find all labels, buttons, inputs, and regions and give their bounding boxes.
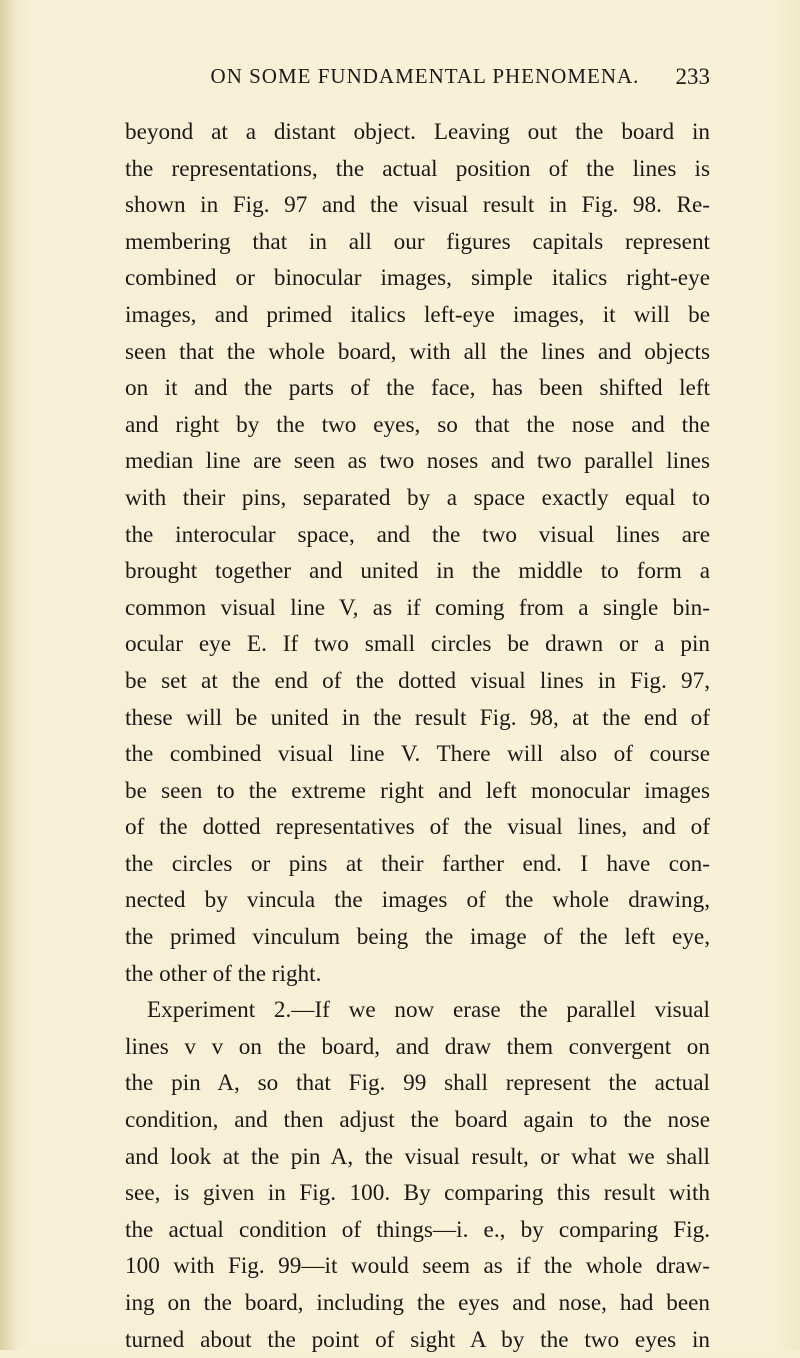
text-line: ocular eye E. If two small circles be drawn or a pin <box>125 631 710 658</box>
text-line: of the dotted representatives of the visual lines, and of <box>125 814 710 841</box>
body-text <box>125 114 710 1358</box>
running-head <box>140 64 710 94</box>
text-line: condition, and then adjust the board again to the nose <box>125 1107 710 1134</box>
text-line: the actual condition of things—i. e., by comparing Fig. <box>125 1216 710 1243</box>
text-line: the interocular space, and the two visual lines are <box>125 521 710 548</box>
text-line: brought together and united in the middle to form a <box>125 558 710 585</box>
text-line: with their pins, separated by a space exactly equal to <box>125 484 710 511</box>
text-line: the pin A, so that Fig. 99 shall represent the actual <box>125 1070 710 1097</box>
text-line: ing on the board, including the eyes and nose, had been <box>125 1290 710 1316</box>
text-line: lines v v on the board, and draw them convergent on <box>125 1033 710 1060</box>
text-line: median line are seen as two noses and two parallel lines <box>125 448 710 475</box>
text-line: see, is given in Fig. 100. By comparing this result with <box>125 1180 710 1207</box>
text-line: beyond at a distant object. Leaving out the board in <box>125 119 710 145</box>
page-number: 233 <box>675 64 710 89</box>
running-title: ON SOME FUNDAMENTAL PHENOMENA. <box>210 64 640 88</box>
text-line: 100 with Fig. 99—it would seem as if the whole draw- <box>125 1253 710 1280</box>
text-line: nected by vincula the images of the whole drawing, <box>125 887 710 914</box>
text-line: the primed vinculum being the image of the left eye, <box>125 924 710 951</box>
experiment-heading-line: Experiment 2.—If we now erase the parallel visual <box>147 997 710 1024</box>
text-line: on it and the parts of the face, has been shifted left <box>125 375 710 402</box>
paragraph-end-line: the other of the right. <box>125 960 322 987</box>
text-line: shown in Fig. 97 and the visual result in Fig. 98. Re- <box>125 192 710 219</box>
text-line: be seen to the extreme right and left monocular images <box>125 777 710 804</box>
text-line: be set at the end of the dotted visual lines in Fig. 97, <box>125 667 710 694</box>
text-line: the representations, the actual position of the lines is <box>125 155 710 182</box>
text-line: and look at the pin A, the visual result, or what we shall <box>125 1143 710 1170</box>
text-line: the circles or pins at their farther end. I have con- <box>125 850 710 877</box>
text-line: and right by the two eyes, so that the nose and the <box>125 411 710 438</box>
text-line: turned about the point of sight A by the two eyes in <box>125 1326 710 1353</box>
text-line: seen that the whole board, with all the lines and objects <box>125 338 710 365</box>
text-line: these will be united in the result Fig. 98, at the end of <box>125 704 710 731</box>
text-line: images, and primed italics left-eye images, it will be <box>125 301 710 328</box>
text-line: common visual line V, as if coming from a single bin- <box>125 594 710 621</box>
text-line: membering that in all our figures capitals represent <box>125 228 710 255</box>
page-gutter-shade <box>0 0 18 1350</box>
text-line: combined or binocular images, simple italics right-eye <box>125 265 710 292</box>
text-line: the combined visual line V. There will also of course <box>125 741 710 768</box>
